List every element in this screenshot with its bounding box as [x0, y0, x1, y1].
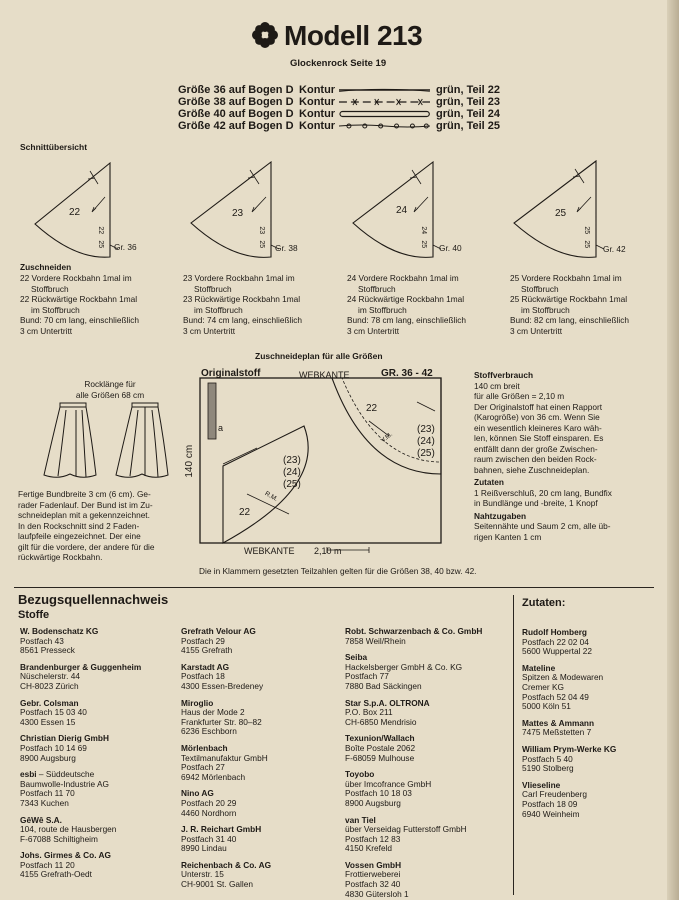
fold-label: 25: [258, 240, 266, 249]
webkante-bottom: WEBKANTE: [244, 546, 295, 556]
contour-line-dotted: [339, 121, 430, 131]
stoffverbrauch-line: ein wesentlich kleineres Karo wäh-: [474, 422, 602, 433]
grade-label: Gr. 38: [275, 243, 298, 253]
page-spine: [667, 0, 679, 900]
address-line: Postfach 20 29: [181, 797, 237, 808]
zuschneiden-line: 23 Rückwärtige Rockbahn 1mal: [183, 294, 301, 304]
address-line: 7475 Meßstetten 7: [522, 727, 592, 738]
zuschneiden-line: Bund: 70 cm lang, einschließlich: [20, 315, 139, 325]
section-divider: [14, 587, 654, 588]
nahtzugaben-label: Nahtzugaben: [474, 510, 527, 521]
size-number: (24): [417, 436, 435, 447]
stoffverbrauch-line: len, können Sie Stoff einsparen. Es: [474, 433, 604, 443]
stoffverbrauch-line: Der Originalstoff hat einen Rapport: [474, 401, 603, 412]
address-line: Postfach 52 04 49: [522, 691, 589, 702]
address-entry: [345, 699, 505, 728]
zuschneiden-line: Bund: 78 cm lang, einschließlich: [347, 315, 466, 325]
zuschneiden-line: 3 cm Untertritt: [183, 325, 236, 336]
address-entry: [345, 816, 505, 854]
address-entry: [181, 744, 341, 782]
page-subtitle: Glockenrock Seite 19: [290, 58, 387, 69]
company-name: van Tiel: [345, 814, 376, 825]
teil-label: grün, Teil 24: [436, 108, 500, 120]
grain-label: V.M.: [379, 430, 395, 445]
zuschneiden-line: 22 Vordere Rockbahn 1mal im: [20, 273, 132, 283]
piece-number: 24: [396, 205, 408, 216]
size-number: (24): [283, 467, 301, 478]
company-name: Reichenbach & Co. AG: [181, 859, 272, 870]
company-name: Grefrath Velour AG: [181, 626, 256, 636]
skirt-text: [18, 489, 155, 563]
address-line: Baumwolle-Industrie AG: [20, 778, 110, 789]
address-entry: [522, 628, 662, 657]
band-label: a: [218, 423, 224, 433]
address-line: 104, route de Hausbergen: [20, 824, 117, 835]
zuschneiden-line: Stoffbruch: [31, 283, 69, 294]
address-line: 5600 Wuppertal 22: [522, 646, 592, 657]
teil-label: grün, Teil 25: [436, 120, 500, 132]
address-line: 4155 Grefrath-Oedt: [20, 869, 92, 880]
company-name: Rudolf Homberg: [522, 627, 587, 637]
zuschneiden-line: 23 Vordere Rockbahn 1mal im: [183, 273, 295, 283]
size-number: (23): [283, 455, 301, 466]
company-name: GêWê S.A.: [20, 814, 62, 825]
zuschneiden-column: [347, 273, 466, 336]
address-line: Unterstr. 15: [181, 869, 224, 880]
address-line: 4150 Krefeld: [345, 843, 393, 854]
address-line: CH-8023 Zürich: [20, 680, 79, 691]
address-line: Postfach 18 09: [522, 798, 578, 809]
address-line: Postfach 22 02 04: [522, 636, 589, 647]
piece-bottom-number: 22: [239, 507, 251, 518]
company-name: J. R. Reichart GmbH: [181, 824, 262, 835]
address-line: Hackelsberger GmbH & Co. KG: [345, 661, 463, 672]
fold-label: 25: [420, 240, 428, 249]
company-name: Mattes & Ammann: [522, 717, 595, 728]
address-line: 4830 Gütersloh 1: [345, 888, 409, 899]
overview-label: Schnittübersicht: [20, 142, 88, 152]
zuschneiden-line: im Stoffbruch: [194, 304, 243, 315]
address-line: Boîte Postale 2062: [345, 742, 416, 753]
fold-label: 22: [97, 226, 105, 235]
plan-heading: Zuschneideplan für alle Größen: [255, 351, 383, 361]
contour-line-cross: [339, 97, 430, 107]
company-name: Gebr. Colsman: [20, 697, 79, 708]
zuschneiden-line: 25 Vordere Rockbahn 1mal im: [510, 273, 622, 283]
zutaten-title: Zutaten:: [522, 597, 566, 609]
address-line: über Verseidag Futterstoff GmbH: [345, 824, 467, 835]
address-line: 8561 Presseck: [20, 645, 75, 656]
zuschneiden-line: im Stoffbruch: [358, 304, 407, 315]
company-name: Toyobo: [345, 769, 375, 780]
caption-line: alle Größen 68 cm: [75, 389, 145, 400]
company-name: esbi: [20, 769, 37, 780]
zuschneiden-line: Stoffbruch: [358, 283, 396, 294]
address-line: P.O. Box 211: [345, 707, 393, 718]
skirt-text-line: rückwärtige Rockbahn.: [18, 552, 103, 562]
skirt-text-line: laufpfeile eingezeichnet. Der eine: [18, 531, 141, 541]
size-row: [178, 96, 500, 108]
piece-bottom-sizes: [283, 455, 301, 491]
zuschneiden-line: Bund: 74 cm lang, einschließlich: [183, 315, 302, 325]
address-entry: [20, 699, 180, 728]
zuschneiden-line: 24 Rückwärtige Rockbahn 1mal: [347, 294, 465, 304]
flower-icon: [252, 22, 278, 48]
address-line: Carl Freudenberg: [522, 789, 588, 800]
zutaten-line: in Bundlänge und -breite, 1 Knopf: [474, 498, 598, 508]
zuschneiden-line: Bund: 82 cm lang, einschließlich: [510, 315, 629, 325]
piece-top-sizes: [417, 424, 435, 460]
company-name: Brandenburger & Guggenheim: [20, 661, 142, 672]
skirt-text-line: gilt für die vordere, der andere für die: [18, 541, 155, 552]
address-line: 8900 Augsburg: [20, 752, 76, 763]
page-title: [252, 20, 422, 52]
address-column: [181, 627, 341, 897]
address-entry: [345, 861, 505, 899]
size-number: (25): [417, 448, 435, 459]
address-line: Haus der Mode 2: [181, 707, 245, 718]
address-entry: [522, 664, 662, 712]
address-line: 7880 Bad Säckingen: [345, 680, 422, 691]
address-line: Nüschelerstr. 44: [20, 671, 80, 682]
skirt-caption: [65, 379, 155, 400]
pattern-piece: [351, 157, 501, 262]
grade-label: Gr. 36: [114, 242, 137, 252]
address-line: 8900 Augsburg: [345, 797, 401, 808]
zuschneiden-line: Stoffbruch: [194, 283, 232, 294]
address-line: Postfach 10 14 69: [20, 742, 87, 753]
company-name: William Prym-Werke KG: [522, 743, 617, 754]
contour-line-double: [339, 109, 430, 119]
piece-number: 25: [555, 208, 567, 219]
stoffverbrauch-line: raum zwischen den beiden Rock-: [474, 454, 597, 464]
zuschneiden-line: 25 Rückwärtige Rockbahn 1mal: [510, 294, 628, 304]
company-name: Christian Dierig GmbH: [20, 733, 109, 744]
address-entry: [181, 699, 341, 737]
stoffverbrauch-line: 140 cm breit: [474, 380, 520, 391]
kontur-label: Kontur: [299, 96, 336, 108]
address-line: 4300 Essen 15: [20, 716, 76, 727]
company-name: Texunion/Wallach: [345, 733, 415, 744]
zuschneiden-label: Zuschneiden: [20, 262, 72, 272]
address-line: Postfach 27: [181, 762, 225, 773]
address-line: Postfach 10 18 03: [345, 788, 412, 799]
size-number: (25): [283, 479, 301, 490]
width-label: 2,10 m: [314, 546, 342, 556]
fold-label: 23: [258, 226, 266, 235]
address-line: Frankfurter Str. 80–82: [181, 716, 262, 727]
size-row: [178, 84, 500, 96]
kontur-label: Kontur: [299, 108, 336, 120]
address-line: 7858 Weil/Rhein: [345, 635, 406, 646]
address-line: Postfach 43: [20, 635, 64, 646]
size-range: GR. 36 - 42: [381, 368, 433, 379]
contour-line-solid: [339, 85, 430, 95]
company-name: Karstadt AG: [181, 661, 230, 672]
company-name: Star S.p.A. OLTRONA: [345, 697, 430, 708]
zutaten-label: Zutaten: [474, 477, 504, 487]
address-line: 5000 Köln 51: [522, 701, 571, 712]
address-entry: [20, 770, 180, 808]
stoffverbrauch-line: bahnen, siehe Zuschneideplan.: [474, 464, 590, 475]
grade-label: Gr. 40: [439, 243, 462, 253]
address-line: 6942 Mörlenbach: [181, 771, 246, 782]
company-name: Johs. Girmes & Co. AG: [20, 850, 111, 861]
pattern-piece: [30, 157, 180, 262]
address-line: CH-6850 Mendrisio: [345, 716, 417, 727]
nahtzugaben-line: Seitennähte und Saum 2 cm, alle üb-: [474, 521, 611, 531]
piece-number: 23: [232, 208, 244, 219]
address-line: Postfach 12 83: [345, 833, 401, 844]
address-entry: [181, 663, 341, 692]
size-row: [178, 108, 500, 120]
skirt-text-line: schneideplan mit a gekennzeichnet.: [18, 510, 150, 520]
size-label: Größe 38 auf Bogen D: [178, 96, 294, 108]
address-entry: [20, 663, 180, 692]
company-name: Nino AG: [181, 788, 214, 799]
stoffe-label: Stoffe: [18, 609, 50, 621]
address-entry: [20, 627, 180, 656]
zuschneiden-line: 3 cm Untertritt: [20, 325, 73, 336]
zuschneiden-line: 22 Rückwärtige Rockbahn 1mal: [20, 294, 138, 304]
stoffverbrauch-line: entfällt dann der große Zwischen-: [474, 443, 598, 454]
company-name: W. Bodenschatz KG: [20, 626, 99, 636]
address-line: Cremer KG: [522, 681, 564, 692]
fold-label: 25: [97, 240, 105, 249]
kontur-label: Kontur: [299, 120, 336, 132]
address-entry: [20, 851, 180, 880]
fold-label: 24: [420, 226, 428, 235]
address-entry: [522, 745, 662, 774]
stoffverbrauch-line: (Karogröße) von 36 cm. Wenn Sie: [474, 412, 600, 422]
address-line: 4300 Essen-Bredeney: [181, 680, 264, 691]
address-entry: [345, 653, 505, 691]
height-label: 140 cm: [184, 444, 196, 478]
webkante-top: WEBKANTE: [299, 370, 350, 380]
size-label: Größe 36 auf Bogen D: [178, 84, 294, 96]
address-line: Spitzen & Modewaren: [522, 672, 604, 683]
address-line: Postfach 18: [181, 671, 225, 682]
plan-footnote: Die in Klammern gesetzten Teilzahlen gelten für die Größen 38, 40 bzw. 42.: [199, 566, 477, 576]
zuschneiden-line: Stoffbruch: [521, 283, 559, 294]
company-name: Miroglio: [181, 697, 214, 708]
title-text: Modell 213: [284, 20, 423, 51]
piece-top-number: 22: [366, 403, 378, 414]
address-line: Postfach 11 20: [20, 859, 75, 870]
address-entry: [181, 861, 341, 890]
address-line: Postfach 32 40: [345, 879, 401, 890]
address-line: Postfach 11 70: [20, 788, 75, 799]
address-entry: [20, 734, 180, 763]
address-line: Postfach 29: [181, 635, 225, 646]
zuschneiden-column: [183, 273, 302, 336]
zutaten-line: 1 Reißverschluß, 20 cm lang, Bundfix: [474, 487, 612, 498]
zuschneiden-line: 3 cm Untertritt: [510, 325, 563, 336]
address-line: 5190 Stolberg: [522, 763, 574, 774]
company-name: Robt. Schwarzenbach & Co. GmbH: [345, 626, 483, 636]
address-line: F-67088 Schiltigheim: [20, 833, 98, 844]
address-entry: [181, 825, 341, 854]
stoffverbrauch-line: für alle Größen = 2,10 m: [474, 391, 565, 401]
pattern-piece: [188, 157, 338, 262]
company-name: Vlieseline: [522, 779, 561, 790]
company-name: Seiba: [345, 652, 368, 663]
company-name: Vossen GmbH: [345, 859, 402, 870]
skirt-text-line: rader Fadenlauf. Der Bund ist im Zu-: [18, 499, 153, 510]
size-table: [178, 84, 500, 132]
address-column: [522, 628, 662, 826]
zuschneiden-line: im Stoffbruch: [521, 304, 570, 315]
fold-label: 25: [583, 226, 591, 235]
address-entry: [522, 719, 662, 738]
zuschneiden-line: im Stoffbruch: [31, 304, 80, 315]
pattern-piece: [511, 157, 661, 262]
zuschneiden-column: [20, 273, 139, 336]
size-label: Größe 42 auf Bogen D: [178, 120, 294, 132]
address-line: Textilmanufaktur GmbH: [181, 752, 268, 763]
grade-label: Gr. 42: [603, 244, 626, 254]
address-line: Postfach 77: [345, 671, 389, 682]
size-row: [178, 120, 500, 132]
address-line: – Süddeutsche: [38, 769, 95, 780]
size-label: Größe 40 auf Bogen D: [178, 108, 294, 120]
stoffverbrauch-block: [474, 370, 612, 542]
fold-label: 25: [583, 240, 591, 249]
address-entry: [522, 781, 662, 819]
address-entry: [345, 734, 505, 763]
stoffverbrauch-label: Stoffverbrauch: [474, 370, 534, 380]
nahtzugaben-line: rigen Kanten 1 cm: [474, 531, 542, 542]
column-divider: [513, 595, 514, 895]
address-entry: [181, 627, 341, 656]
address-entry: [345, 627, 505, 646]
address-entry: [20, 816, 180, 845]
zuschneiden-column: [510, 273, 629, 336]
address-line: 6236 Eschborn: [181, 726, 237, 737]
address-entry: [345, 770, 505, 808]
address-line: 8990 Lindau: [181, 843, 227, 854]
address-line: über Imcofrance GmbH: [345, 778, 432, 789]
address-line: 4155 Grefrath: [181, 645, 233, 656]
address-line: 6940 Weinheim: [522, 808, 580, 819]
address-line: 7343 Kuchen: [20, 797, 69, 808]
size-number: (23): [417, 424, 435, 435]
kontur-label: Kontur: [299, 84, 336, 96]
zuschneiden-line: 3 cm Untertritt: [347, 325, 400, 336]
address-line: 4460 Nordhorn: [181, 807, 237, 818]
address-column: [20, 627, 180, 887]
piece-number: 22: [69, 207, 81, 218]
bezugsquellen-title: Bezugsquellennachweis: [18, 592, 169, 607]
teil-label: grün, Teil 22: [436, 84, 500, 96]
company-name: Mateline: [522, 662, 556, 673]
grain-label: R.M.: [263, 490, 279, 504]
address-line: F-68059 Mulhouse: [345, 752, 415, 763]
address-line: Postfach 5 40: [522, 753, 573, 764]
address-entry: [181, 789, 341, 818]
address-line: CH-9001 St. Gallen: [181, 879, 253, 890]
cutting-layout: [184, 366, 463, 556]
teil-label: grün, Teil 23: [436, 96, 500, 108]
skirt-text-line: Fertige Bundbreite 3 cm (6 cm). Ge-: [18, 489, 151, 499]
company-name: Mörlenbach: [181, 742, 228, 753]
zuschneiden-line: 24 Vordere Rockbahn 1mal im: [347, 273, 459, 283]
skirt-text-line: In den Rockschnitt sind 2 Faden-: [18, 520, 140, 531]
original-label: Originalstoff: [201, 368, 261, 379]
caption-line: Rocklänge für: [84, 379, 136, 389]
address-line: Postfach 31 40: [181, 833, 237, 844]
address-column: [345, 627, 505, 900]
skirt-illustration: [36, 400, 186, 485]
address-line: Postfach 15 03 40: [20, 707, 87, 718]
address-line: Frottierweberei: [345, 869, 401, 880]
